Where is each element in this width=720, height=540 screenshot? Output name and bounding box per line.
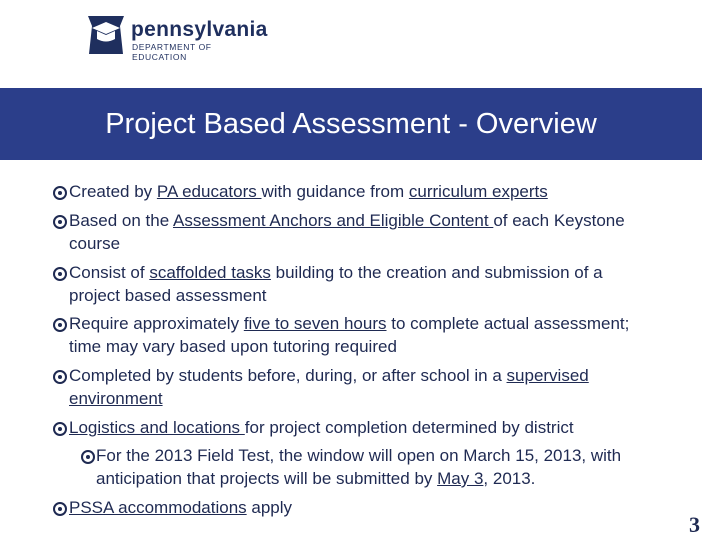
underlined-term: PSSA accommodations [69,498,247,517]
text-segment: building to the creation and submission of a [270,263,603,282]
underlined-term: PA educators [156,182,262,201]
bullet-text-line [69,234,120,254]
bullet-text-line [69,389,163,409]
bullet-text-line [69,498,292,518]
bullet-text-line [96,446,621,466]
bullet-text-line [69,263,603,283]
underlined-term: environment [69,389,163,408]
pa-department-of-education-logo [86,14,268,62]
slide-title: Project Based Assessment - Overview [105,108,597,140]
bullet-text-line [96,469,535,489]
underlined-term: scaffolded tasks [149,263,271,282]
text-segment: apply [246,498,293,517]
bullet-text-line [69,418,574,438]
logo-subtitle: DEPARTMENT OF EDUCATION [132,42,212,62]
bullet-text-line [69,314,629,334]
bullet-icon [53,186,67,200]
logo-name: pennsylvania [131,18,268,41]
bullet-icon [53,318,67,332]
underlined-term: curriculum experts [408,182,548,201]
bullet-text-line [69,366,589,386]
text-segment: anticipation that projects will be submitted by [96,469,438,488]
text-segment: Created by [69,182,157,201]
underlined-term: five to seven hours [243,314,387,333]
bullet-icon [53,422,67,436]
text-segment: Consist of [69,263,150,282]
bullet-icon [53,370,67,384]
underlined-term: supervised [506,366,589,385]
underlined-term: May 3 [437,469,484,488]
text-segment: Completed by students before, during, or after school in a [69,366,507,385]
text-segment: project based assessment [69,286,267,305]
text-segment: to complete actual assessment; [386,314,630,333]
bullet-icon [81,450,95,464]
bullet-icon [53,267,67,281]
keystone-graduation-cap-icon [86,14,126,56]
text-segment: with guidance from [261,182,409,201]
underlined-term: Logistics and locations [69,418,245,437]
title-banner [0,88,702,160]
text-segment: For the 2013 Field Test, the window will open on March 15, 2013, with [96,446,622,465]
bullet-text-line [69,211,625,231]
text-segment: for project completion determined by district [244,418,574,437]
bullet-icon [53,215,67,229]
bullet-icon [53,502,67,516]
text-segment: time may vary based upon tutoring required [69,337,397,356]
bullet-text-line [69,182,548,202]
text-segment: Based on the [69,211,173,230]
text-segment: course [69,234,121,253]
underlined-term: Assessment Anchors and Eligible Content [172,211,494,230]
bullet-text-line [69,286,267,306]
text-segment: Require approximately [69,314,244,333]
text-segment: of each Keystone [493,211,625,230]
text-segment: , 2013. [483,469,536,488]
page-number: 3 [689,512,700,537]
bullet-text-line [69,337,397,357]
